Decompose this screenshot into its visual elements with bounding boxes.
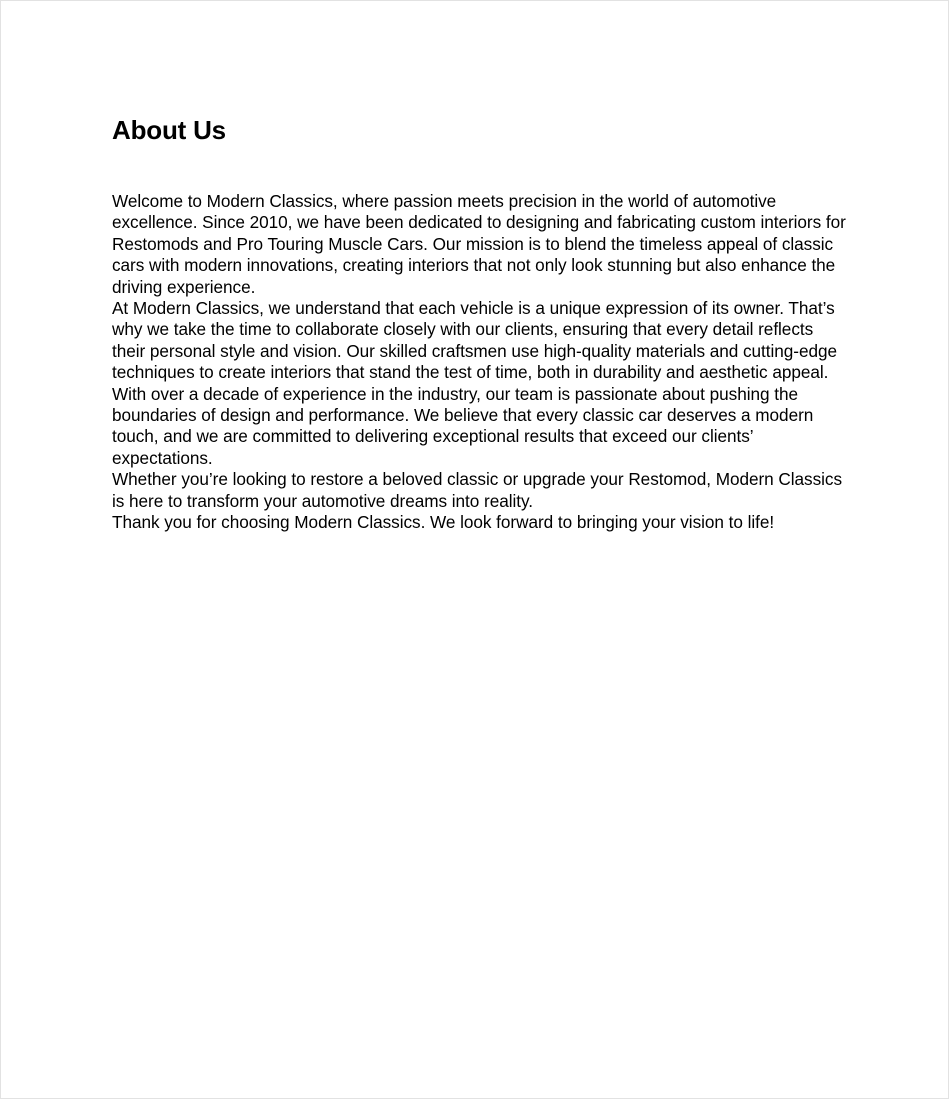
- paragraph-welcome: Welcome to Modern Classics, where passion meets precision in the world of automotive excellence. Since 2010, we have been dedicated to designing and fabricating custom interiors for Restomods and Pro Touring Muscle Cars. Our mission is to blend the timeless appeal of classic cars with modern innovations, creating interiors that not only look stunning but also enhance the driving experience.: [112, 191, 846, 297]
- paragraph-thank-you: Thank you for choosing Modern Classics. We look forward to bringing your vision to life!: [112, 512, 775, 533]
- paragraph-restore: Whether you’re looking to restore a beloved classic or upgrade your Restomod, Modern Classics is here to transform your automotive dreams into reality.: [112, 469, 842, 511]
- paragraph-collaboration: At Modern Classics, we understand that each vehicle is a unique expression of its owner. That’s why we take the time to collaborate closely with our clients, ensuring that every detail reflects their personal style and vision. Our skilled craftsmen use high-quality materials and cutting-edge techniques to create interiors that stand the test of time, both in durability and aesthetic appeal.: [112, 298, 837, 383]
- body-text: [112, 191, 847, 534]
- document-content: [112, 113, 847, 534]
- page-title: About Us: [112, 115, 226, 145]
- paragraph-experience: With over a decade of experience in the industry, our team is passionate about pushing the boundaries of design and performance. We believe that every classic car deserves a modern touch, and we are committed to delivering exceptional results that exceed our clients’ expectations.: [112, 383, 814, 468]
